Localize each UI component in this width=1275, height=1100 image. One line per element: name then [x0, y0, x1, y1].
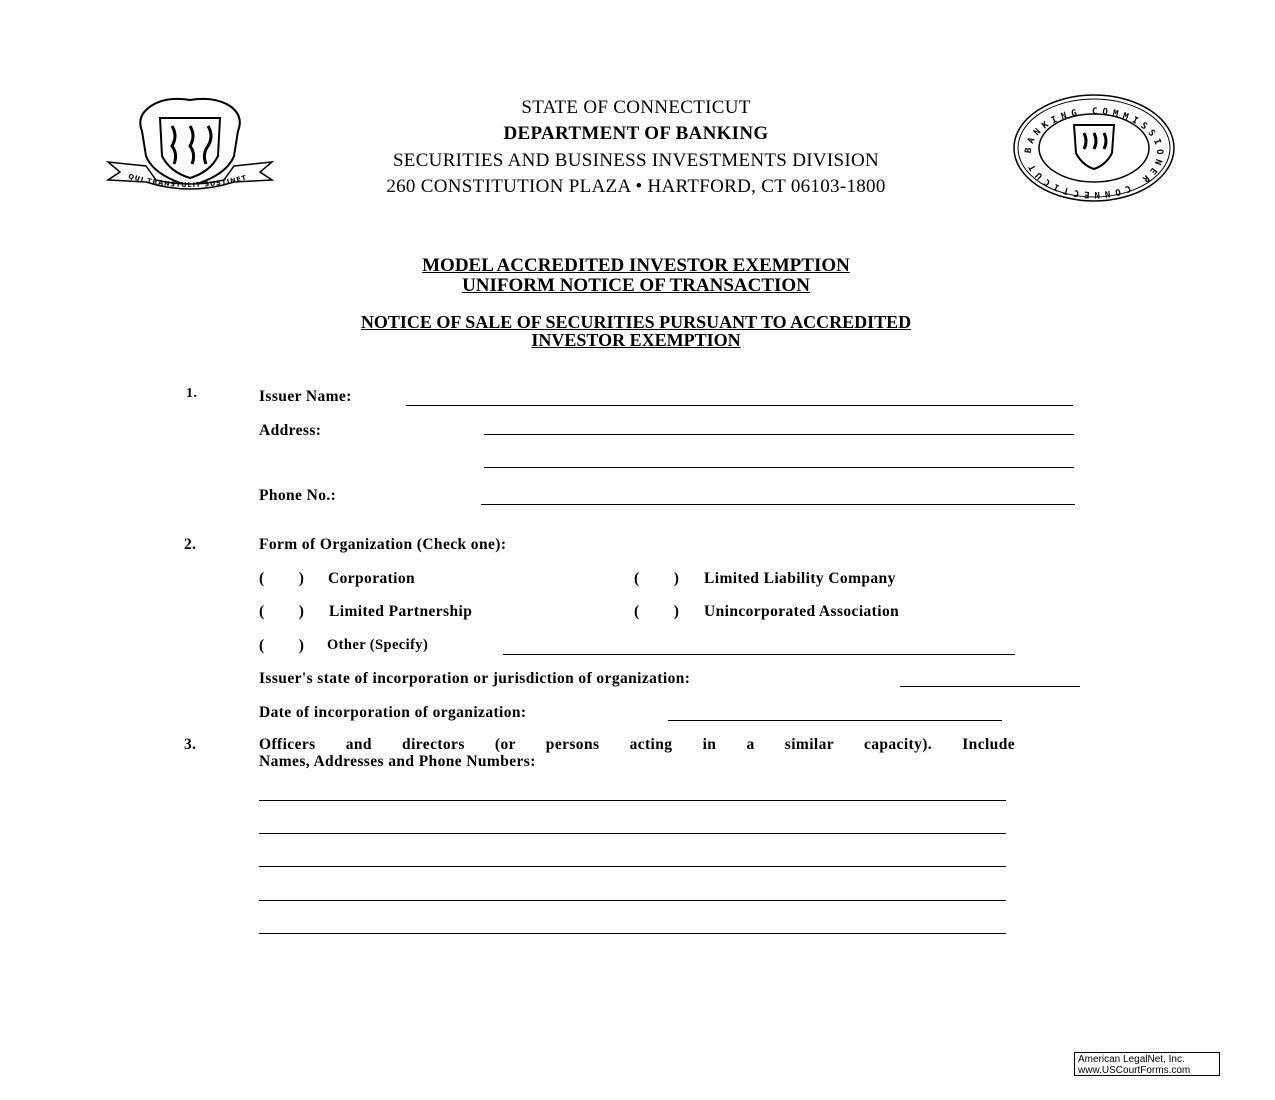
officers-field-5[interactable]: [259, 933, 1006, 934]
date-of-incorporation-field[interactable]: [668, 720, 1002, 721]
unincorporated-association-checkbox[interactable]: ( ): [634, 603, 680, 620]
officers-directors-text-2: Names, Addresses and Phone Numbers:: [259, 753, 536, 770]
section-2-number: 2.: [184, 536, 197, 553]
right-seal-text: BANKING COMMISSIONER CONNECTICUT: [1023, 106, 1165, 200]
issuer-name-label: Issuer Name:: [259, 388, 352, 405]
date-of-incorporation-label: Date of incorporation of organization:: [259, 704, 527, 721]
address-field-2[interactable]: [484, 467, 1074, 468]
publisher-stamp: [1074, 1052, 1220, 1076]
form-of-organization-heading: Form of Organization (Check one):: [259, 536, 507, 553]
title-exemption: MODEL ACCREDITED INVESTOR EXEMPTION: [422, 255, 850, 276]
llc-checkbox[interactable]: ( ): [634, 570, 680, 587]
corporation-checkbox[interactable]: ( ): [259, 570, 305, 587]
publisher-url: www.USCourtForms.com: [1078, 1065, 1191, 1076]
state-of-incorporation-label: Issuer's state of incorporation or jurisdiction of organization:: [259, 670, 691, 687]
header-address: 260 CONSTITUTION PLAZA • HARTFORD, CT 06103-1800: [386, 176, 886, 197]
header-division: SECURITIES AND BUSINESS INVESTMENTS DIVISION: [392, 150, 880, 171]
other-specify-field[interactable]: [503, 654, 1015, 655]
officers-field-2[interactable]: [259, 833, 1006, 834]
limited-partnership-checkbox[interactable]: ( ): [259, 603, 305, 620]
phone-field[interactable]: [481, 504, 1075, 505]
section-3-number: 3.: [184, 736, 197, 753]
limited-partnership-label: Limited Partnership: [329, 603, 473, 620]
left-seal-motto-text: QUI TRANSTULIT SUSTINET: [127, 172, 247, 190]
other-checkbox[interactable]: ( ): [259, 637, 305, 654]
title-uniform-notice: UNIFORM NOTICE OF TRANSACTION: [462, 275, 810, 296]
header-department: DEPARTMENT OF BANKING: [503, 123, 769, 144]
officers-field-1[interactable]: [259, 800, 1006, 801]
title-notice-of-sale: NOTICE OF SALE OF SECURITIES PURSUANT TO ACCREDITED: [360, 312, 912, 332]
title-investor-exemption: INVESTOR EXEMPTION: [531, 330, 741, 350]
address-label: Address:: [259, 422, 322, 439]
other-label: Other (Specify): [327, 637, 429, 653]
issuer-name-field[interactable]: [406, 405, 1073, 406]
officers-directors-text: Officers and directors (or persons acting in a similar capacity). Include: [259, 736, 1015, 753]
officers-field-4[interactable]: [259, 900, 1006, 901]
state-of-incorporation-field[interactable]: [900, 686, 1080, 687]
corporation-label: Corporation: [328, 570, 416, 587]
header-state: STATE OF CONNECTICUT: [521, 97, 751, 118]
officers-field-3[interactable]: [259, 866, 1006, 867]
phone-label: Phone No.:: [259, 487, 337, 504]
publisher-name: American LegalNet, Inc.: [1078, 1054, 1185, 1065]
address-field-1[interactable]: [484, 434, 1074, 435]
llc-label: Limited Liability Company: [704, 570, 896, 587]
unincorporated-association-label: Unincorporated Association: [704, 603, 900, 620]
section-1-number: 1.: [186, 386, 198, 401]
